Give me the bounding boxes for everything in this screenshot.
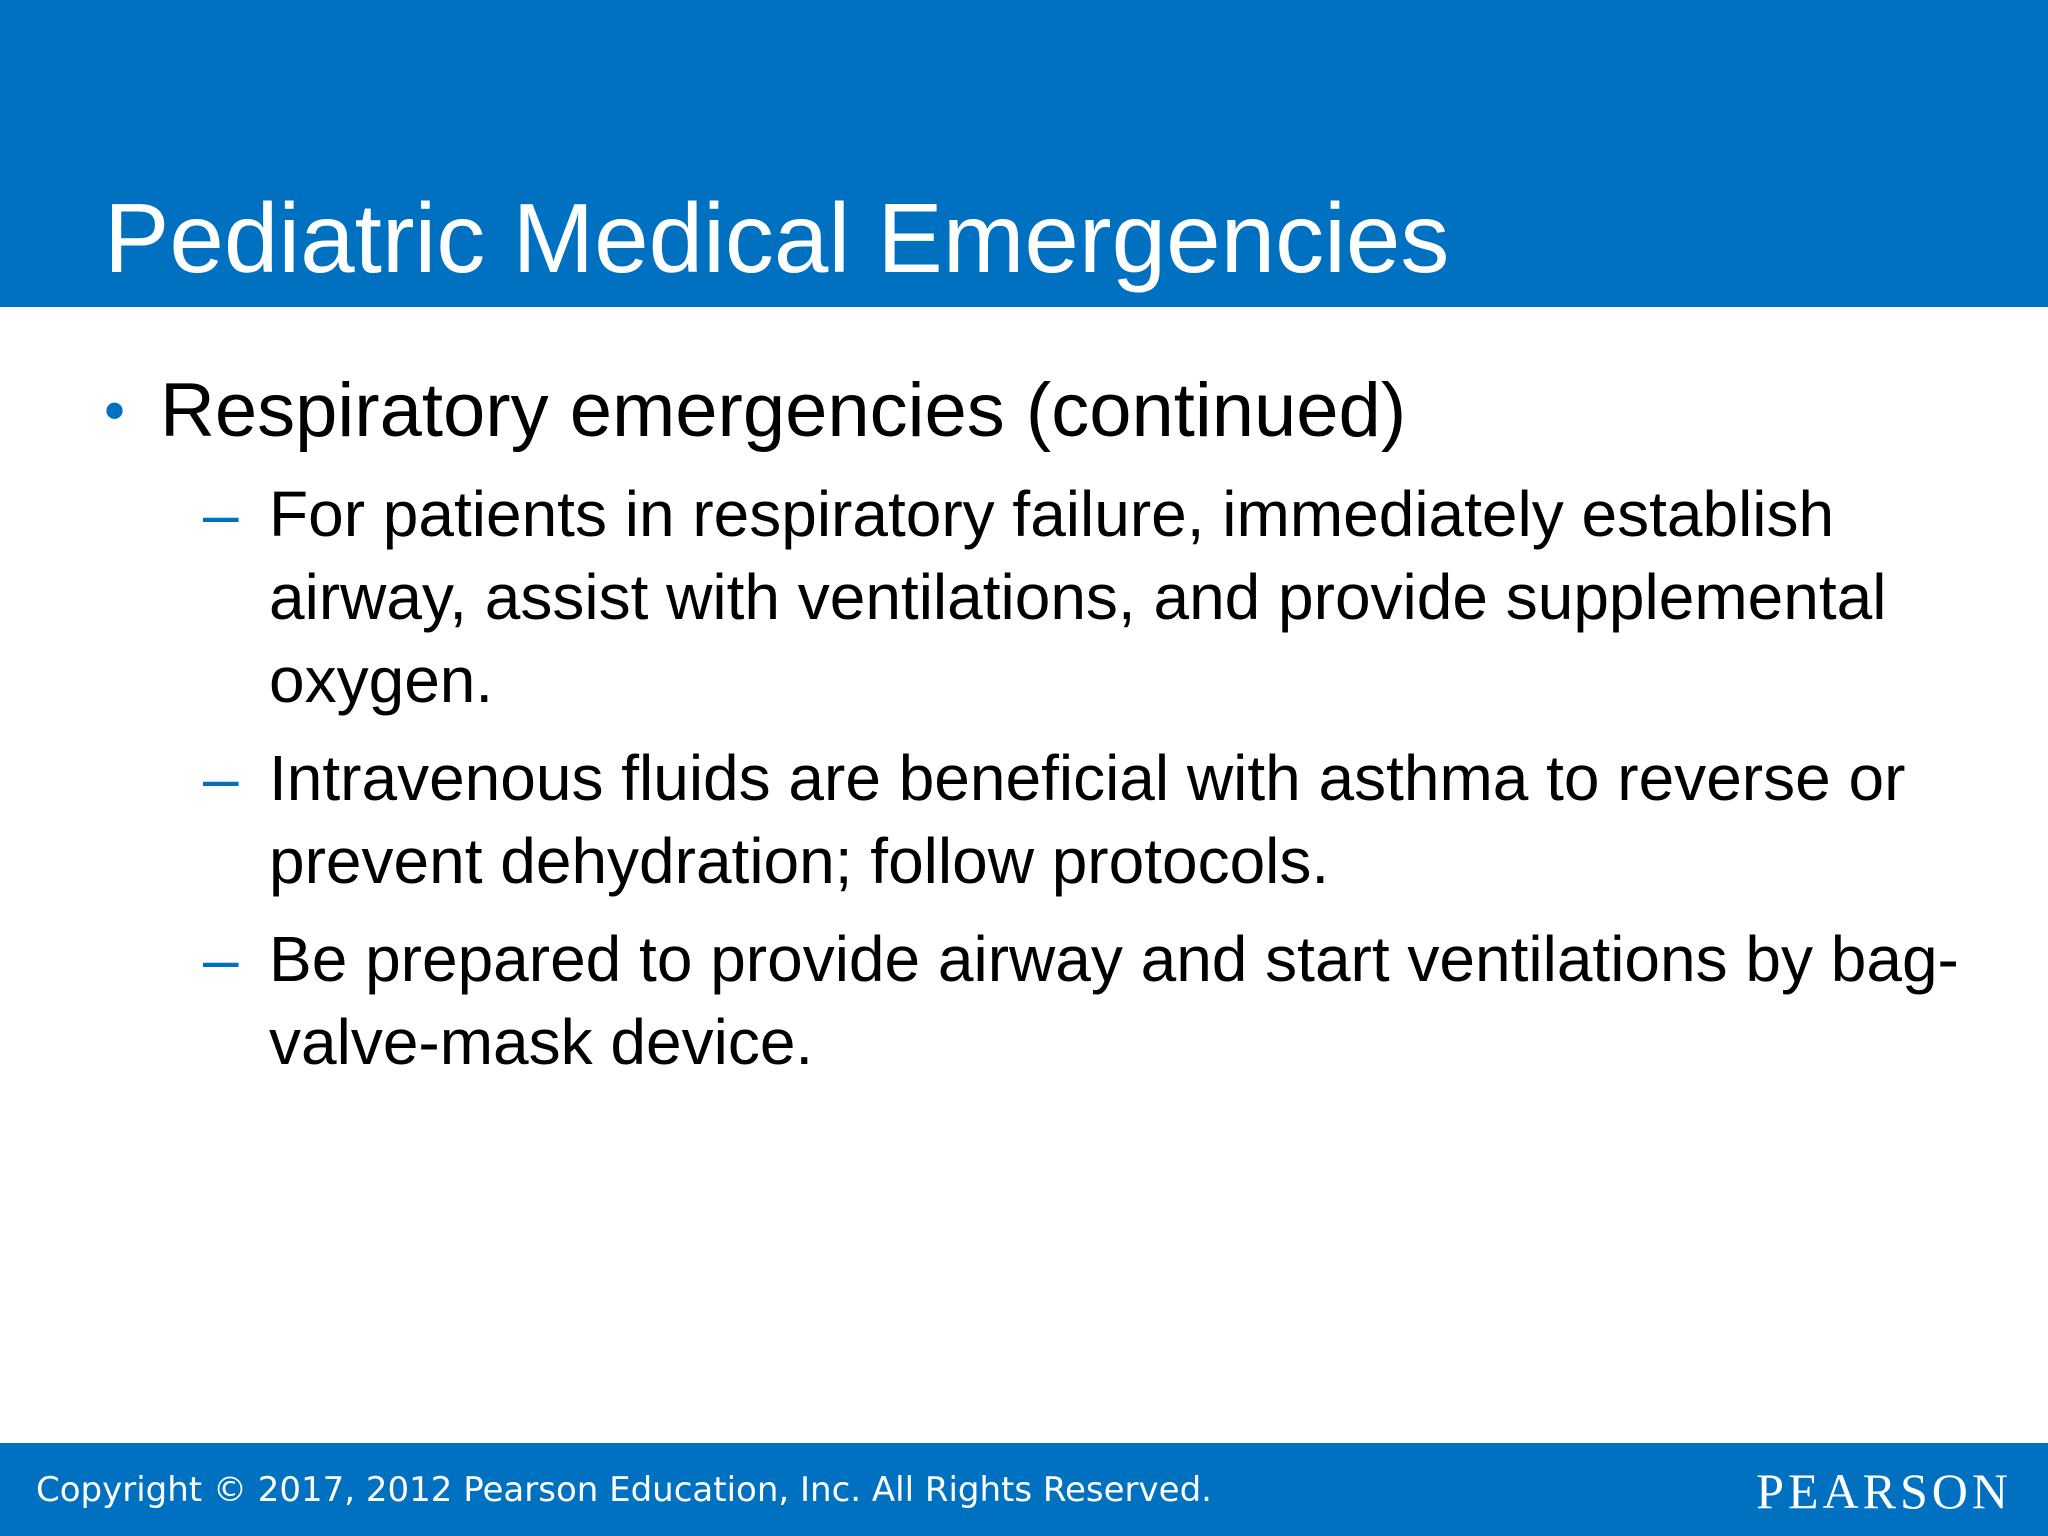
sub-item-text: Intravenous fluids are beneficial with asthma to reverse or prevent dehydration; follow protocols. bbox=[269, 742, 1906, 897]
footer-band bbox=[0, 1443, 2048, 1536]
sub-dash: – bbox=[203, 478, 239, 550]
header-band bbox=[0, 0, 2048, 307]
pearson-logo: PEARSON bbox=[1756, 1463, 2012, 1519]
sub-item-text: Be prepared to provide airway and start ventilations by bag-valve-mask device. bbox=[269, 923, 1959, 1078]
sub-item-text: For patients in respiratory failure, immediately establish airway, assist with ventilations, and provide supplemental oxygen. bbox=[269, 478, 1887, 716]
sub-dash: – bbox=[203, 923, 239, 995]
bullet-dot: • bbox=[104, 377, 126, 444]
slide-title: Pediatric Medical Emergencies bbox=[104, 183, 1450, 293]
bullet-text: Respiratory emergencies (continued) bbox=[160, 368, 1407, 453]
copyright-notice: Copyright © 2017, 2012 Pearson Education, Inc. All Rights Reserved. bbox=[36, 1470, 1212, 1510]
sub-dash: – bbox=[203, 742, 239, 814]
